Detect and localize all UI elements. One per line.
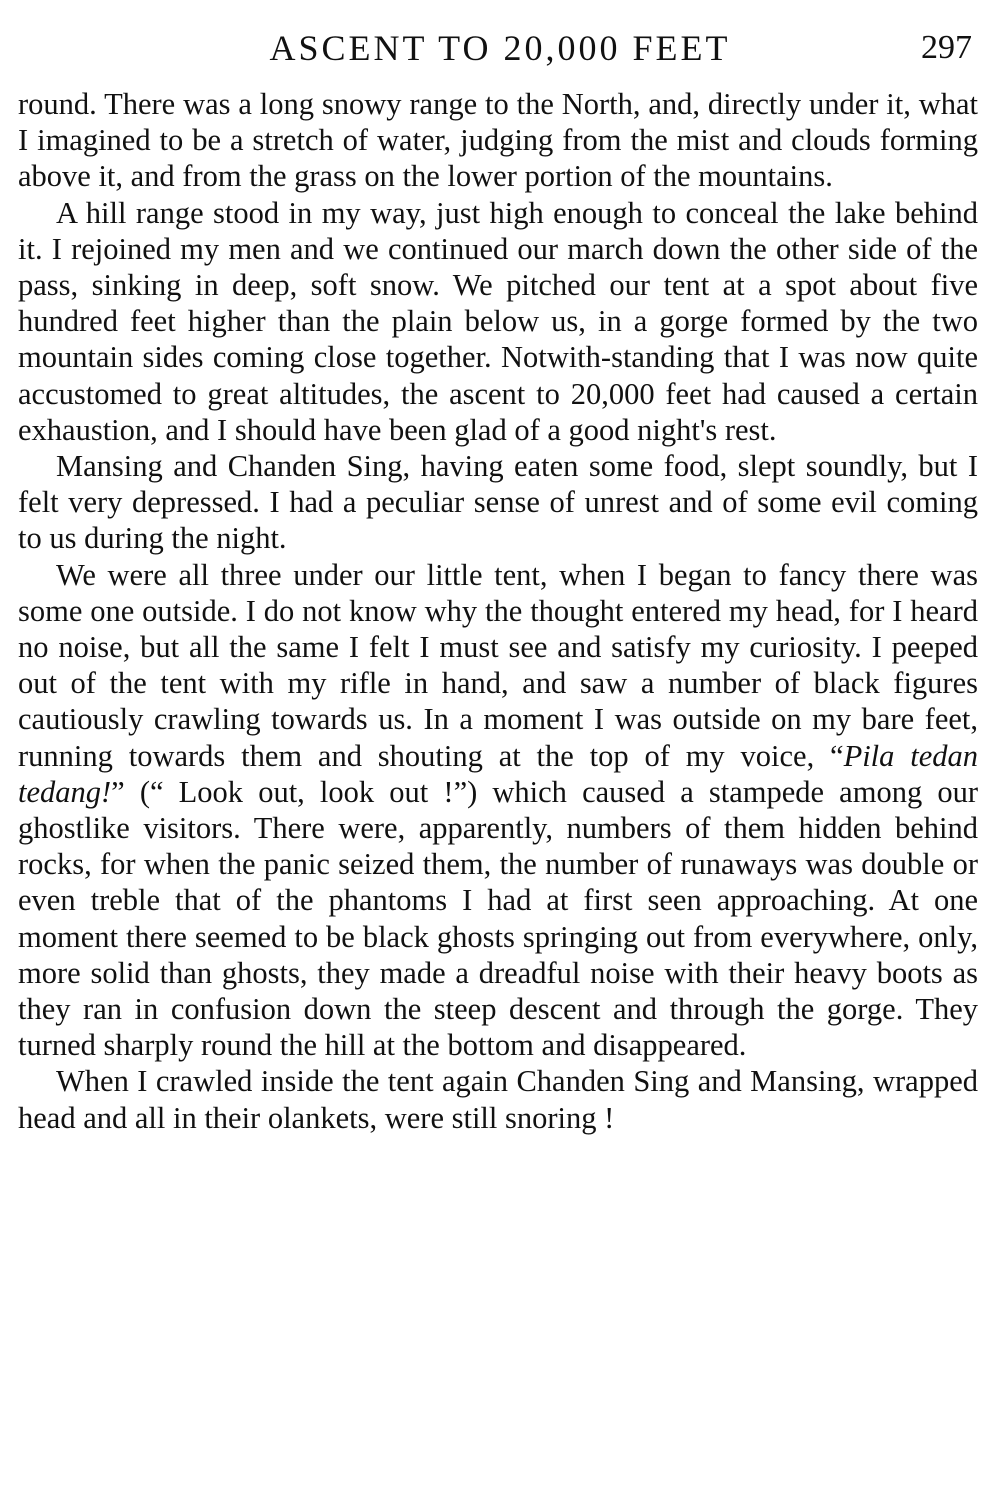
paragraph-4-part-a: We were all three under our little tent, when I began to fancy there was some one outside. I do not know why the thought entered my head, for I heard no noise, but all the same I felt I must see and satisfy my curiosity. I peeped out of the tent with my rifle in hand, and saw a number of black figures cautiously crawling towards us. In a moment I was outside on my bare feet, running towards them and shouting at the top of my voice, “ [18, 557, 978, 773]
page-number: 297 [921, 29, 972, 66]
paragraph-1: round. There was a long snowy range to the North, and, directly under it, what I imagined to be a stretch of water, judging from the mist and clouds forming above it, and from the grass on the lower portion of the mountains. [18, 87, 978, 194]
paragraph-3: Mansing and Chanden Sing, having eaten some food, slept soundly, but I felt very depressed. I had a peculiar sense of unrest and of some evil coming to us during the night. [18, 449, 978, 556]
paragraph-2: A hill range stood in my way, just high enough to conceal the lake behind it. I rejoined my men and we continued our march down the other side of the pass, sinking in deep, soft snow. We pitched our tent at a spot about five hundred feet higher than the plain below us, in a gorge formed by the two mountain sides coming close together. Notwith-standing that I was now quite accustomed to great altitudes, the ascent to 20,000 feet had caused a certain exhaustion, and I should have been glad of a good night's rest. [18, 195, 978, 447]
paragraph-5: When I crawled inside the tent again Chanden Sing and Mansing, wrapped head and all in their olankets, were still snoring ! [18, 1064, 978, 1135]
running-head [0, 18, 1000, 78]
paragraph-4-part-b: ” (“ Look out, look out !”) which caused a stampede among our ghostlike visitors. There were, apparently, numbers of them hidden behind rocks, for when the panic seized them, the number of runaways was double or even treble that of the phantoms I had at first seen approaching. At one moment there seemed to be black ghosts springing out from everywhere, only, more solid than ghosts, they made a dreadful noise with their heavy boots as they ran in confusion down the steep descent and through the gorge. They turned sharply round the hill at the bottom and disappeared. [18, 774, 978, 1063]
paragraph-4-italic-phrase: Pila tedan tedang! [18, 738, 979, 809]
paragraph-4 [18, 557, 978, 1064]
body-text [18, 86, 978, 1136]
running-title: ASCENT TO 20,000 FEET [269, 28, 731, 68]
